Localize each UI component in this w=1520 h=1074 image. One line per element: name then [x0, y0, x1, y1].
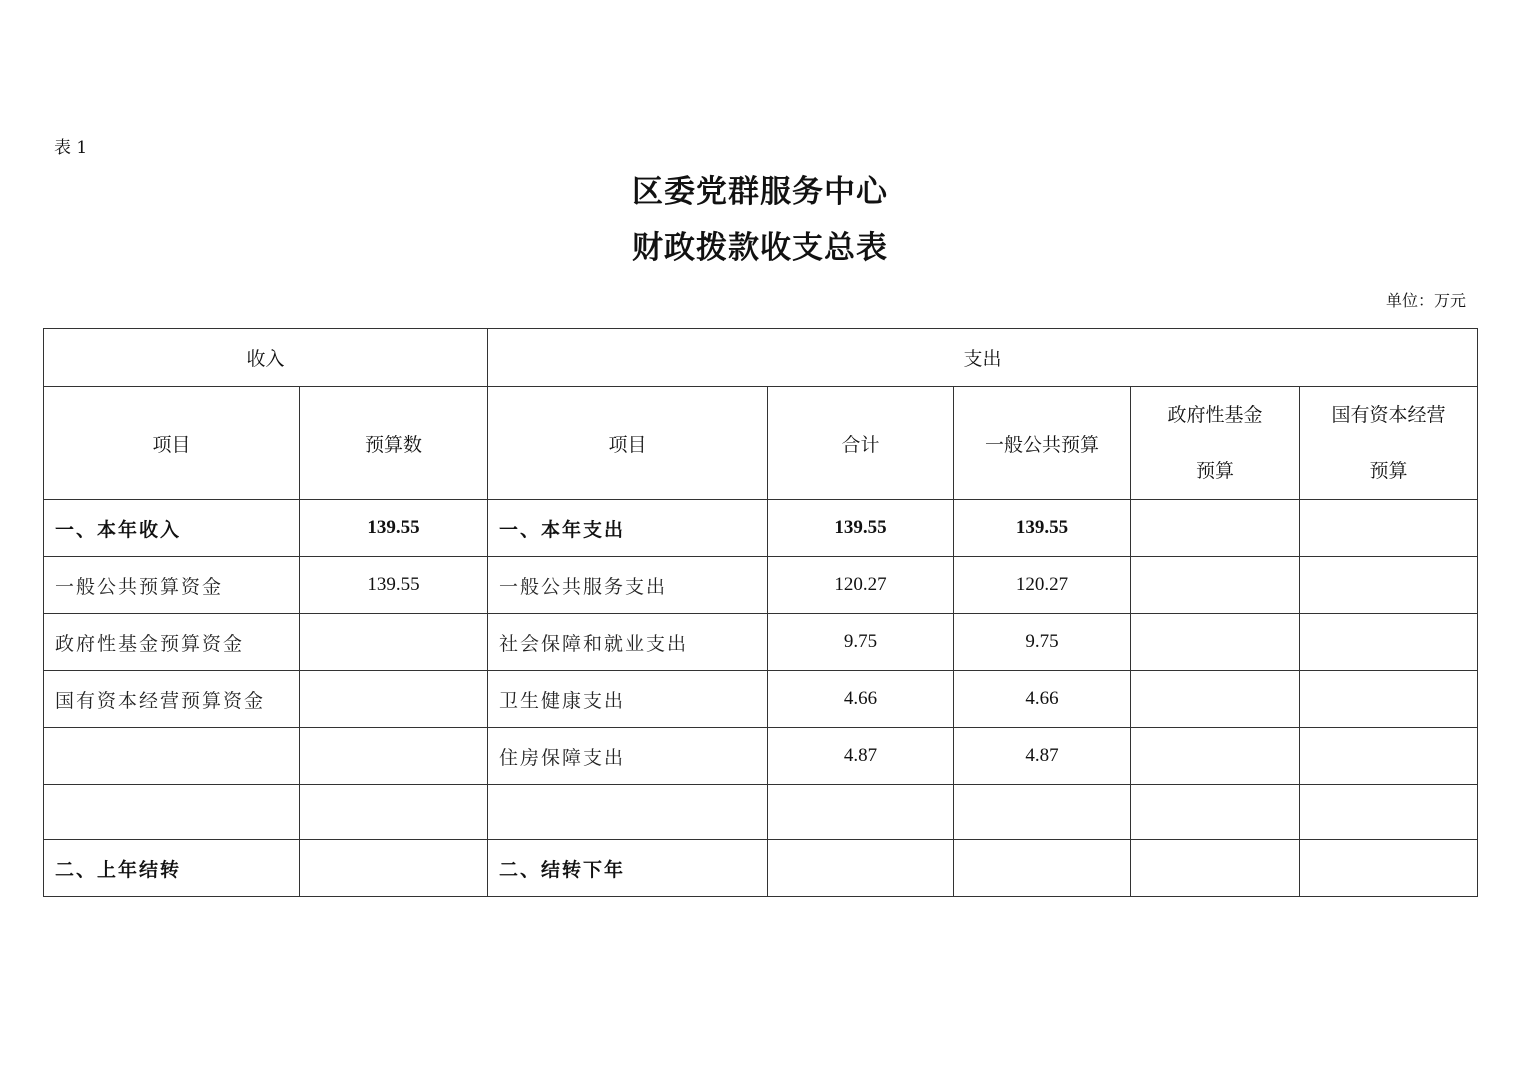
general-budget-header: 一般公共预算: [954, 387, 1131, 500]
income-item-cell: 国有资本经营预算资金: [44, 671, 300, 728]
expense-item-cell: 二、结转下年: [488, 840, 768, 897]
gov-fund-header-line2: 预算: [1196, 460, 1235, 482]
state-capital-cell: [1300, 840, 1478, 897]
state-capital-header: [1300, 387, 1478, 500]
income-item-cell: 一、本年收入: [44, 500, 300, 557]
gov-fund-cell: [1131, 557, 1300, 614]
total-cell: 4.66: [768, 671, 954, 728]
expense-item-cell: 住房保障支出: [488, 728, 768, 785]
gov-fund-header-line1: 政府性基金: [1167, 404, 1263, 426]
table-number: 表 1: [54, 138, 88, 158]
expense-item-cell: 一般公共服务支出: [488, 557, 768, 614]
gov-fund-cell: [1131, 500, 1300, 557]
unit-label: 单位：万元: [1385, 291, 1466, 310]
total-cell: [768, 840, 954, 897]
gov-fund-cell: [1131, 840, 1300, 897]
column-header-row: [44, 387, 1478, 500]
income-item-cell: 二、上年结转: [44, 840, 300, 897]
expense-item-cell: 社会保障和就业支出: [488, 614, 768, 671]
total-cell: 120.27: [768, 557, 954, 614]
state-capital-cell: [1300, 557, 1478, 614]
income-budget-cell: 139.55: [300, 500, 488, 557]
income-group-header: 收入: [44, 329, 488, 387]
expense-item-cell: 一、本年支出: [488, 500, 768, 557]
page-subtitle: 财政拨款收支总表: [632, 230, 888, 266]
gov-fund-cell: [1131, 728, 1300, 785]
gov-fund-cell: [1131, 614, 1300, 671]
income-budget-cell: [300, 614, 488, 671]
general-budget-cell: 4.87: [954, 728, 1131, 785]
total-cell: 9.75: [768, 614, 954, 671]
general-budget-cell: 4.66: [954, 671, 1131, 728]
general-budget-cell: 139.55: [954, 500, 1131, 557]
table-row: [44, 671, 1478, 728]
income-budget-cell: 139.55: [300, 557, 488, 614]
general-budget-cell: 9.75: [954, 614, 1131, 671]
gov-fund-cell: [1131, 785, 1300, 840]
income-item-cell: 一般公共预算资金: [44, 557, 300, 614]
income-item-header: 项目: [44, 387, 300, 500]
gov-fund-header: [1131, 387, 1300, 500]
income-budget-cell: [300, 785, 488, 840]
income-budget-cell: [300, 840, 488, 897]
total-cell: [768, 785, 954, 840]
state-capital-cell: [1300, 728, 1478, 785]
table-row: [44, 500, 1478, 557]
general-budget-cell: [954, 840, 1131, 897]
table-row: [44, 614, 1478, 671]
expense-item-header: 项目: [488, 387, 768, 500]
general-budget-cell: 120.27: [954, 557, 1131, 614]
income-budget-header: 预算数: [300, 387, 488, 500]
state-capital-cell: [1300, 500, 1478, 557]
total-header: 合计: [768, 387, 954, 500]
expense-item-cell: [488, 785, 768, 840]
state-capital-cell: [1300, 614, 1478, 671]
table-row: [44, 557, 1478, 614]
gov-fund-cell: [1131, 671, 1300, 728]
state-capital-header-line1: 国有资本经营: [1331, 404, 1446, 426]
page-title: 区委党群服务中心: [632, 174, 888, 210]
income-item-cell: 政府性基金预算资金: [44, 614, 300, 671]
income-item-cell: [44, 728, 300, 785]
expense-group-header: 支出: [488, 329, 1478, 387]
state-capital-cell: [1300, 671, 1478, 728]
table-row: [44, 840, 1478, 897]
total-cell: 4.87: [768, 728, 954, 785]
table-row: [44, 785, 1478, 840]
expense-item-cell: 卫生健康支出: [488, 671, 768, 728]
budget-summary-table: [43, 328, 1478, 897]
general-budget-cell: [954, 785, 1131, 840]
state-capital-header-line2: 预算: [1369, 460, 1408, 482]
total-cell: 139.55: [768, 500, 954, 557]
group-header-row: [44, 329, 1478, 387]
income-item-cell: [44, 785, 300, 840]
income-budget-cell: [300, 671, 488, 728]
state-capital-cell: [1300, 785, 1478, 840]
table-row: [44, 728, 1478, 785]
income-budget-cell: [300, 728, 488, 785]
